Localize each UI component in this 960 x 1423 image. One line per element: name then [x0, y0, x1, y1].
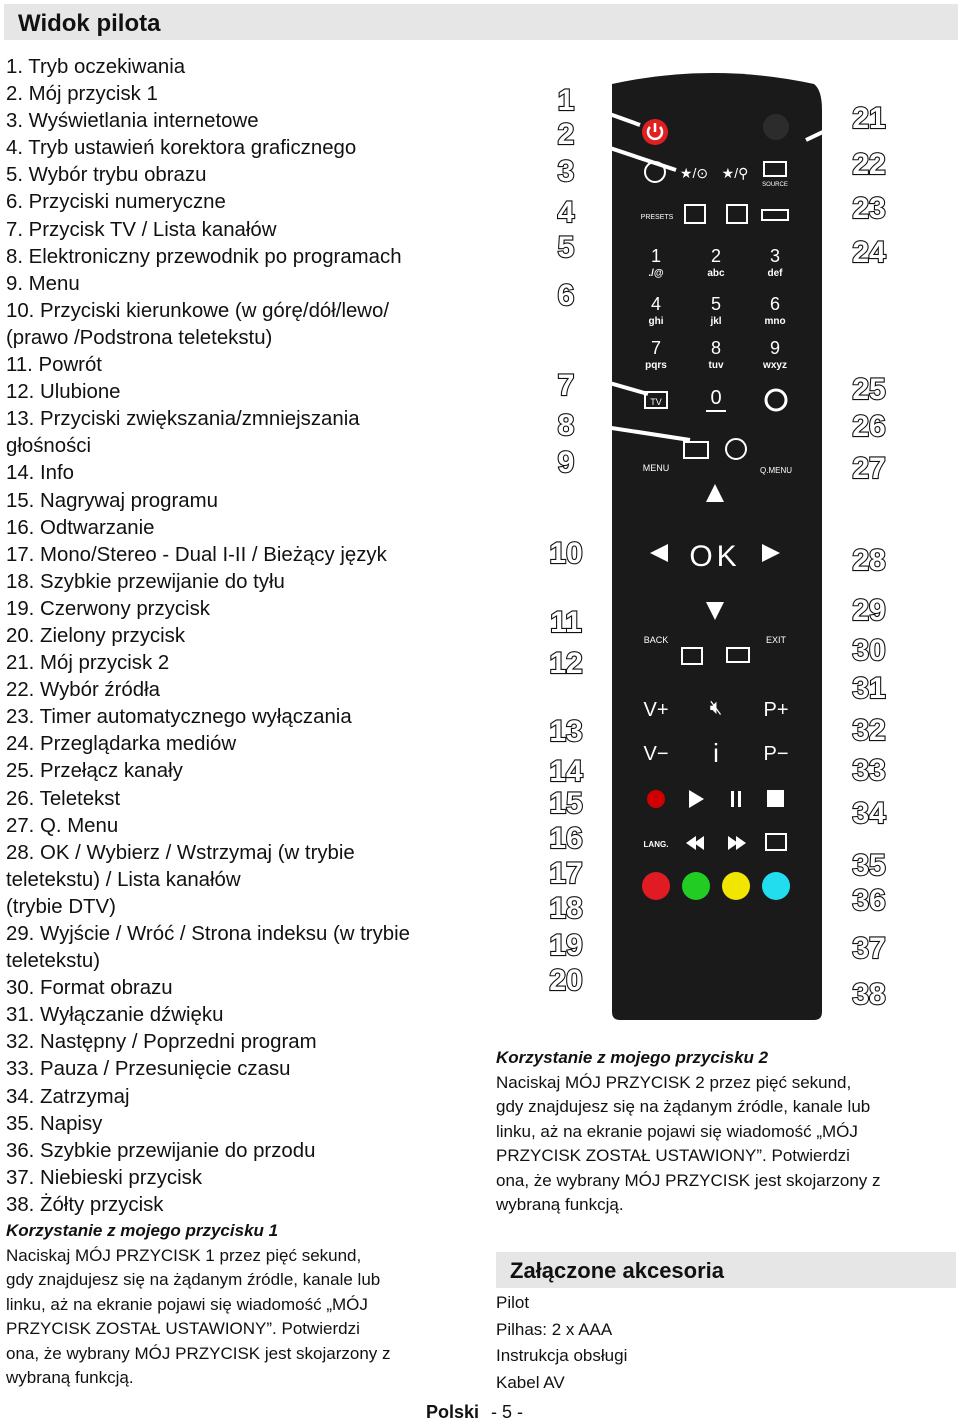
callout-34: 34 [852, 797, 886, 830]
usage-1-line: gdy znajdujesz się na żądanym źródle, kanale lub [6, 1270, 381, 1289]
digit-2: 2 [710, 246, 722, 266]
callout-6: 6 [557, 279, 575, 312]
legend-item: 25. Przełącz kanały [6, 760, 183, 783]
legend-item: 27. Q. Menu [6, 814, 119, 837]
legend-item: 32. Następny / Poprzedni program [6, 1031, 317, 1054]
callout-14: 14 [549, 755, 583, 788]
callout-5: 5 [557, 231, 575, 264]
legend-item: 21. Mój przycisk 2 [6, 652, 170, 675]
digit-8-letters: tuv [708, 360, 724, 371]
accessory-item: Pilhas: 2 x AAA [496, 1319, 613, 1339]
legend-item: 26. Teletekst [6, 787, 121, 810]
back-label: BACK [643, 635, 669, 645]
legend-item: 30. Format obrazu [6, 977, 173, 1000]
legend-item: 24. Przeglądarka mediów [6, 733, 237, 756]
digit-0: 0 [710, 387, 722, 409]
lang-label: LANG. [643, 840, 669, 849]
stop-icon [767, 790, 784, 807]
callout-21: 21 [852, 102, 886, 135]
callout-2: 2 [557, 118, 575, 151]
callout-28: 28 [852, 544, 886, 577]
digit-4-letters: ghi [648, 316, 664, 327]
record-button [647, 790, 665, 808]
source-label: SOURCE [762, 182, 788, 188]
legend-item: 28. OK / Wybierz / Wstrzymaj (w trybie [6, 841, 355, 864]
accessory-item: Kabel AV [496, 1372, 565, 1392]
legend-item: 19. Czerwony przycisk [6, 597, 210, 620]
legend-item: 22. Wybór źródła [6, 679, 160, 702]
callout-30: 30 [852, 634, 886, 667]
callout-16: 16 [549, 822, 583, 855]
callout-15: 15 [549, 787, 583, 820]
usage-1-title: Korzystanie z mojego przycisku 1 [6, 1221, 279, 1240]
legend-item: (trybie DTV) [6, 895, 116, 918]
legend-item: 34. Zatrzymaj [6, 1085, 130, 1108]
legend-item: 35. Napisy [6, 1112, 103, 1135]
usage-1-line: linku, aż na ekranie pojawi się wiadomość „MÓJ [6, 1294, 368, 1314]
legend-item: 16. Odtwarzanie [6, 516, 155, 539]
legend-item: 18. Szybkie przewijanie do tyłu [6, 570, 285, 593]
callout-37: 37 [852, 932, 886, 965]
my-button-2-icon: ★/⚲ [721, 165, 749, 181]
red-button [642, 872, 670, 900]
legend-item: 3. Wyświetlania internetowe [6, 110, 259, 133]
legend-item: 36. Szybkie przewijanie do przodu [6, 1139, 316, 1162]
digit-5: 5 [710, 294, 722, 314]
usage-2-line: Naciskaj MÓJ PRZYCISK 2 przez pięć sekund, [496, 1072, 852, 1092]
accessory-item: Pilot [496, 1293, 530, 1312]
legend-item: 9. Menu [6, 272, 80, 295]
tv-label: TV [650, 397, 662, 407]
usage-2-line: wybraną funkcją. [496, 1195, 624, 1214]
callout-32: 32 [852, 714, 886, 747]
program-up-label: P+ [763, 699, 789, 721]
page-header [4, 4, 958, 40]
callout-25: 25 [852, 373, 886, 406]
callout-3: 3 [557, 155, 575, 188]
legend-item: 2. Mój przycisk 1 [6, 83, 158, 106]
callout-38: 38 [852, 978, 886, 1011]
legend-item: 13. Przyciski zwiększania/zmniejszania [6, 408, 360, 431]
digit-7-letters: pqrs [645, 360, 667, 371]
presets-label: PRESETS [640, 214, 674, 221]
legend-item: 33. Pauza / Przesunięcie czasu [6, 1058, 291, 1081]
legend-item: 20. Zielony przycisk [6, 624, 186, 647]
legend-item: 8. Elektroniczny przewodnik po programach [6, 245, 402, 268]
usage-1-line: wybraną funkcją. [6, 1368, 134, 1387]
ir-sensor [763, 114, 789, 140]
legend-item: 6. Przyciski numeryczne [6, 191, 226, 214]
digit-5-letters: jkl [710, 316, 722, 327]
callout-27: 27 [852, 452, 886, 485]
page-number: - 5 - [491, 1402, 524, 1422]
legend-item: 11. Powrót [6, 354, 102, 377]
legend-item: 10. Przyciski kierunkowe (w górę/dół/lewo/ [6, 299, 390, 322]
legend-item: 37. Niebieski przycisk [6, 1166, 203, 1189]
pause-icon-left [731, 791, 734, 807]
legend-item: 31. Wyłączanie dźwięku [6, 1004, 224, 1027]
usage-my-button-1 [6, 1219, 466, 1391]
menu-label: MENU [642, 463, 670, 473]
callout-10: 10 [549, 537, 583, 570]
button-legend [6, 54, 446, 1219]
legend-item: 15. Nagrywaj programu [6, 489, 218, 512]
digit-2-letters: abc [707, 268, 725, 279]
callout-18: 18 [549, 892, 583, 925]
legend-item: 4. Tryb ustawień korektora graficznego [6, 137, 357, 160]
legend-item: 17. Mono/Stereo - Dual I-II / Bieżący język [6, 543, 387, 566]
digit-1: 1 [650, 246, 662, 266]
info-label: i [713, 738, 719, 768]
exit-label: EXIT [765, 635, 787, 645]
callout-24: 24 [852, 236, 886, 269]
volume-down-label: V− [643, 743, 669, 765]
legend-item: 14. Info [6, 462, 75, 485]
pause-icon-right [738, 791, 741, 807]
mute-icon: 🔇︎ [709, 697, 723, 719]
qmenu-label: Q.MENU [760, 466, 792, 475]
callout-17: 17 [549, 857, 583, 890]
legend-item: (prawo /Podstrona teletekstu) [6, 326, 273, 349]
usage-2-line: linku, aż na ekranie pojawi się wiadomość „MÓJ [496, 1121, 858, 1141]
usage-1-line: Naciskaj MÓJ PRZYCISK 1 przez pięć sekund, [6, 1245, 362, 1265]
callout-13: 13 [549, 715, 583, 748]
program-down-label: P− [763, 743, 789, 765]
callout-8: 8 [557, 409, 575, 442]
green-button [682, 872, 710, 900]
callout-35: 35 [852, 849, 886, 882]
callout-12: 12 [549, 647, 583, 680]
accessories-title: Załączone akcesoria [510, 1258, 725, 1283]
digit-6: 6 [769, 294, 781, 314]
callout-23: 23 [852, 192, 886, 225]
callout-4: 4 [557, 196, 575, 229]
legend-item: 12. Ulubione [6, 381, 121, 404]
digit-7: 7 [650, 338, 662, 358]
usage-my-button-2 [496, 1046, 956, 1218]
digit-3-letters: def [767, 268, 783, 279]
digit-8: 8 [710, 338, 722, 358]
digit-9-letters: wxyz [763, 360, 787, 371]
legend-item: teletekstu) [6, 950, 101, 973]
callout-29: 29 [852, 594, 886, 627]
callout-1: 1 [557, 84, 575, 117]
usage-2-line: PRZYCISK ZOSTAŁ USTAWIONY”. Potwierdzi [496, 1146, 850, 1165]
callout-9: 9 [557, 446, 575, 479]
ok-button: OK [689, 540, 741, 573]
legend-item: 38. Żółty przycisk [6, 1193, 164, 1216]
blue-button [762, 872, 790, 900]
callout-33: 33 [852, 754, 886, 787]
page-footer [426, 1402, 523, 1423]
legend-item: głośności [6, 435, 92, 458]
callout-36: 36 [852, 884, 886, 917]
callout-20: 20 [549, 964, 583, 997]
digit-9: 9 [769, 338, 781, 358]
legend-item: 23. Timer automatycznego wyłączania [6, 706, 352, 729]
footer-language: Polski [426, 1402, 480, 1422]
callout-26: 26 [852, 410, 886, 443]
usage-1-line: ona, że wybrany MÓJ PRZYCISK jest skojarzony z [6, 1343, 391, 1363]
legend-item: 5. Wybór trybu obrazu [6, 164, 207, 187]
volume-up-label: V+ [643, 699, 669, 721]
callout-31: 31 [852, 672, 886, 705]
usage-2-line: gdy znajdujesz się na żądanym źródle, kanale lub [496, 1097, 871, 1116]
digit-1-letters: ./@ [648, 268, 664, 279]
accessories-section [496, 1252, 956, 1396]
callout-19: 19 [549, 929, 583, 962]
digit-4: 4 [650, 294, 662, 314]
callout-7: 7 [557, 369, 575, 402]
digit-3: 3 [769, 246, 781, 266]
page-title: Widok pilota [18, 10, 161, 37]
legend-item: 1. Tryb oczekiwania [6, 56, 186, 78]
callout-11: 11 [550, 606, 582, 639]
usage-2-title: Korzystanie z mojego przycisku 2 [496, 1048, 769, 1067]
legend-item: 7. Przycisk TV / Lista kanałów [6, 218, 277, 241]
remote-control-illustration [540, 60, 960, 1020]
my-button-1-icon: ★/⊙ [679, 165, 709, 181]
accessories-header [496, 1252, 956, 1288]
callout-22: 22 [852, 148, 886, 181]
yellow-button [722, 872, 750, 900]
digit-6-letters: mno [764, 316, 786, 327]
usage-1-line: PRZYCISK ZOSTAŁ USTAWIONY”. Potwierdzi [6, 1319, 360, 1338]
legend-item: teletekstu) / Lista kanałów [6, 868, 241, 891]
legend-item: 29. Wyjście / Wróć / Strona indeksu (w trybie [6, 923, 410, 945]
usage-2-line: ona, że wybrany MÓJ PRZYCISK jest skojarzony z [496, 1170, 881, 1190]
accessory-item: Instrukcja obsługi [496, 1346, 628, 1365]
